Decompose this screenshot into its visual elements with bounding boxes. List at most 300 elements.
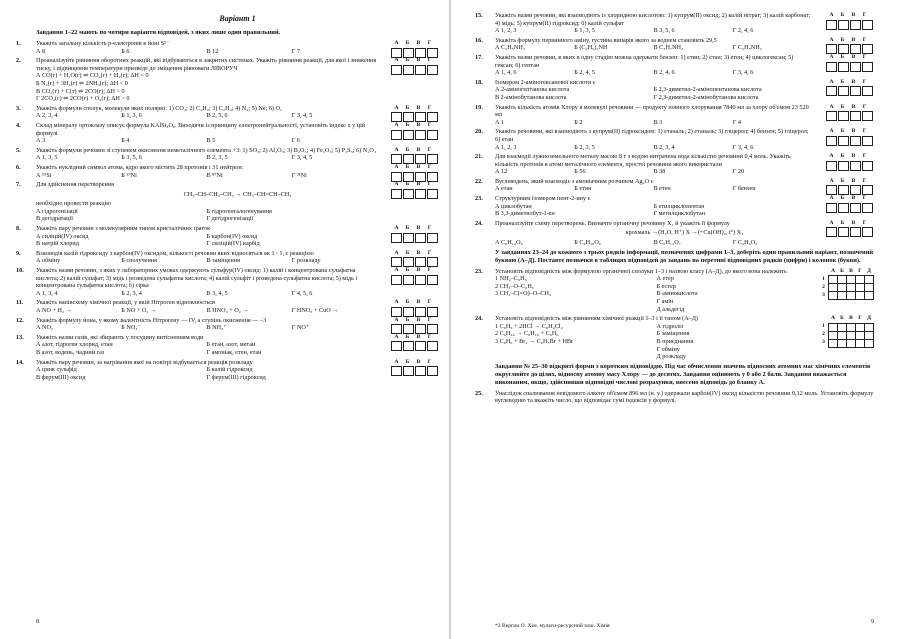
question-number: 22. — [475, 177, 483, 185]
answer-box-row — [826, 111, 874, 121]
question — [16, 249, 439, 265]
answer-checkbox[interactable] — [427, 154, 438, 164]
grid-cell[interactable] — [865, 284, 874, 292]
answer-letter: Б — [405, 358, 410, 365]
question-number: 6. — [16, 163, 21, 171]
answer-letter: В — [416, 249, 421, 256]
grid-cell[interactable] — [865, 331, 874, 339]
instructions: Завдання 1–22 мають по чотири варіанти відповідей, з яких лише один правильний. — [36, 29, 281, 36]
grid-cell[interactable] — [847, 276, 856, 284]
answer-letters — [391, 181, 435, 189]
answer-checkbox[interactable] — [391, 233, 402, 243]
matching-questions — [475, 267, 874, 361]
grid-cell[interactable] — [838, 284, 847, 292]
answer-option: А етан — [495, 185, 513, 193]
answer-letter: Г — [427, 333, 432, 340]
answer-checkbox[interactable] — [862, 161, 873, 171]
answer-checkbox[interactable] — [862, 20, 873, 30]
grid-cell[interactable] — [829, 331, 838, 339]
grid-cell[interactable] — [865, 339, 874, 347]
answer-checkbox[interactable] — [862, 44, 873, 54]
answer-checkbox[interactable] — [862, 203, 873, 213]
answer-checkbox[interactable] — [403, 257, 414, 267]
answer-checkbox[interactable] — [427, 341, 438, 351]
answer-letter: Б — [840, 195, 845, 202]
reaction-scheme: CH₃–CH–CH₂–CH₃ → CH₃–CH=CH–CH₃ — [183, 190, 292, 198]
answer-checkbox[interactable] — [427, 257, 438, 267]
answer-checkbox[interactable] — [826, 161, 837, 171]
grid-cell[interactable] — [838, 339, 847, 347]
answer-option: Б 2 — [574, 118, 583, 126]
answer-checkbox[interactable] — [427, 48, 438, 58]
answer-checkbox[interactable] — [838, 185, 849, 195]
answer-option: А цинк сульфід — [36, 366, 77, 374]
answer-checkbox[interactable] — [826, 86, 837, 96]
answer-option: Г 4, 5, 6 — [291, 289, 313, 297]
answer-letters — [826, 104, 870, 112]
question-number: 17. — [475, 53, 483, 61]
answer-boxes — [826, 12, 874, 30]
answer-checkbox[interactable] — [838, 20, 849, 30]
matching-left-item: 1 NH₂–C₆H₅ — [495, 275, 527, 283]
answer-checkbox[interactable] — [403, 366, 414, 376]
question-text: Укажіть загальну кількість р-електронів в йоні S²⁻ — [36, 40, 170, 47]
question-number: 5. — [16, 146, 21, 154]
answer-letter: Г — [862, 153, 867, 160]
question-number: 14. — [16, 358, 24, 366]
grid-cell[interactable] — [847, 284, 856, 292]
answer-checkbox[interactable] — [838, 44, 849, 54]
matching-right-item: Г обміну — [656, 345, 680, 353]
grid-cell[interactable] — [847, 339, 856, 347]
grid-cell[interactable] — [838, 323, 847, 331]
answer-letters — [826, 195, 870, 203]
answer-options — [36, 341, 439, 356]
answer-options — [36, 154, 439, 162]
answer-letter: Б — [405, 121, 410, 128]
question-text: Укажіть назви речовин, які взаємодіють із хлоридною кислотою: 1) купрум(II) оксид; 2) калій нітрат; 3) калій карбонат; 4) мідь; 5) купрум(II) гідроксид; 6) калій сульфат — [495, 12, 811, 27]
answer-checkbox[interactable] — [391, 65, 402, 75]
answer-letter: В — [416, 267, 421, 274]
answer-checkbox[interactable] — [415, 48, 426, 58]
answer-letter: Б — [405, 181, 410, 188]
answer-boxes — [826, 220, 874, 238]
grid-cell[interactable] — [847, 331, 856, 339]
answer-checkbox[interactable] — [391, 366, 402, 376]
question-text-continued: необхідно провести реакцію — [36, 200, 111, 208]
answer-letter: А — [394, 146, 399, 153]
question — [16, 299, 439, 314]
answer-letter: Г — [862, 53, 867, 60]
answer-letters — [826, 220, 870, 228]
answer-letter: В — [851, 53, 856, 60]
answer-letters — [391, 334, 435, 342]
answer-letter: Б — [405, 225, 410, 232]
answer-letters — [391, 105, 435, 113]
answer-checkbox[interactable] — [427, 65, 438, 75]
answer-option: Г 3, 4, 6 — [732, 143, 754, 151]
answer-checkbox[interactable] — [862, 111, 873, 121]
answer-checkbox[interactable] — [391, 172, 402, 182]
answer-letter: В — [416, 40, 421, 46]
answer-boxes — [826, 128, 874, 146]
answer-checkbox[interactable] — [415, 366, 426, 376]
grid-cell[interactable] — [829, 323, 838, 331]
question-number: 13. — [16, 333, 24, 341]
answer-boxes — [391, 299, 439, 317]
right-questions — [475, 12, 874, 247]
answer-letter: Г — [862, 177, 867, 184]
matching-right-item: Б естер — [656, 282, 676, 290]
answer-boxes — [826, 195, 874, 213]
answer-checkbox[interactable] — [838, 111, 849, 121]
grid-cell[interactable] — [829, 292, 838, 300]
answer-letter: Г — [427, 358, 432, 365]
answer-checkbox[interactable] — [391, 112, 402, 122]
answer-boxes — [391, 147, 439, 165]
answer-checkbox[interactable] — [403, 65, 414, 75]
answer-checkbox[interactable] — [826, 185, 837, 195]
answer-option: Б 56 — [574, 168, 586, 176]
question-number: 20. — [475, 128, 483, 136]
answer-letter: В — [851, 103, 856, 110]
answer-letter: В — [851, 78, 856, 85]
answer-option: Б етан, азот, метан — [206, 341, 256, 349]
grid-cell[interactable] — [829, 276, 838, 284]
answer-checkbox[interactable] — [826, 20, 837, 30]
grid-cell[interactable] — [865, 276, 874, 284]
answer-option: А C₂H₅NH₂ — [495, 44, 526, 52]
answer-checkbox[interactable] — [415, 65, 426, 75]
answer-letter: В — [851, 153, 856, 160]
answer-letter: Б — [840, 12, 845, 18]
answer-box-row — [391, 189, 439, 199]
answer-checkbox[interactable] — [415, 233, 426, 243]
grid-cell[interactable] — [856, 339, 865, 347]
answer-letter: Б — [405, 316, 410, 323]
answer-option: Г HNO₃ + CuO → — [291, 307, 339, 314]
answer-letters — [391, 359, 435, 367]
answer-letter: А — [394, 104, 399, 111]
question-number: 24. — [475, 219, 483, 227]
answer-letter: Г — [862, 195, 867, 202]
answer-option: Б 2,3-диметил-2-амінопентанова кислота — [653, 86, 762, 94]
grid-cell[interactable] — [829, 339, 838, 347]
answer-checkbox[interactable] — [391, 275, 402, 285]
question-text: Для взаємодії лужноземельного металу масою 8 г з водою витрачена вода кількістю речовини 0,4 моль. Укажіть кількість протонів в атомі металічного елемента, простої речовини якого використали — [495, 153, 791, 168]
answer-option: Б 2, 4, 5 — [574, 69, 595, 77]
grid-letter: А — [830, 267, 836, 274]
matching-columns — [495, 323, 874, 361]
answer-checkbox[interactable] — [403, 172, 414, 182]
grid-letter: Д — [867, 267, 871, 274]
grid-cell[interactable] — [865, 323, 874, 331]
question-text: Вуглеводень, який взаємодіє з амоніачним розчином Ag₂O є — [495, 177, 654, 185]
answer-checkbox[interactable] — [391, 257, 402, 267]
answer-checkbox[interactable] — [826, 136, 837, 146]
answer-letters — [391, 299, 435, 307]
grid-cell[interactable] — [838, 292, 847, 300]
answer-checkbox[interactable] — [403, 233, 414, 243]
answer-checkbox[interactable] — [415, 112, 426, 122]
answer-checkbox[interactable] — [403, 341, 414, 351]
answer-checkbox[interactable] — [391, 130, 402, 140]
answer-box-row — [826, 20, 874, 30]
answer-option: А 2, 3, 4 — [36, 112, 58, 120]
grid-letter: В — [849, 315, 853, 322]
matching-right-item: Д розкладу — [656, 353, 686, 361]
matching-columns — [495, 275, 874, 313]
answer-option: В азот, водень, чадний газ — [36, 348, 105, 356]
question-number: 16. — [475, 36, 483, 44]
answer-checkbox[interactable] — [850, 62, 861, 72]
answer-option: В ⁸⁷Ni — [206, 171, 223, 179]
grid-cell[interactable] — [838, 276, 847, 284]
answer-checkbox[interactable] — [415, 189, 426, 199]
answer-checkbox[interactable] — [415, 275, 426, 285]
answer-checkbox[interactable] — [403, 275, 414, 285]
answer-option: В 2, 5, 6 — [206, 112, 228, 120]
answer-box-row — [391, 307, 439, 317]
answer-letter: А — [394, 267, 399, 274]
answer-checkbox[interactable] — [415, 324, 426, 334]
grid-cell[interactable] — [838, 331, 847, 339]
answer-checkbox[interactable] — [826, 111, 837, 121]
answer-checkbox[interactable] — [850, 227, 861, 237]
answer-option: А обміну — [36, 257, 61, 265]
grid-letter: А — [830, 315, 836, 322]
answer-checkbox[interactable] — [403, 154, 414, 164]
answer-letter: В — [851, 195, 856, 202]
answer-options — [36, 72, 439, 102]
answer-checkbox[interactable] — [826, 44, 837, 54]
right-page — [451, 0, 900, 639]
answer-checkbox[interactable] — [403, 189, 414, 199]
answer-letter: Г — [427, 40, 432, 46]
answer-option: Г 2,3-диметил-2-амінобутанова кислота — [653, 93, 759, 101]
answer-letter: Г — [862, 128, 867, 135]
grid-cell[interactable] — [829, 284, 838, 292]
answer-letter: А — [829, 219, 834, 226]
answer-options — [495, 185, 874, 193]
grid-letter: Г — [858, 267, 862, 274]
answer-checkbox[interactable] — [391, 341, 402, 351]
answer-option: Б N₂(г) + 3H₂(г) ⇌ 2NH₃(г); ΔH < 0 — [36, 79, 128, 87]
answer-letter: Г — [862, 78, 867, 85]
answer-option: А ⁵⁹Si — [36, 171, 52, 179]
answer-option: Б 1, 3, 6 — [121, 112, 142, 120]
answer-letter: Б — [405, 249, 410, 256]
answer-checkbox[interactable] — [403, 307, 414, 317]
answer-letter: В — [851, 219, 856, 226]
answer-checkbox[interactable] — [850, 185, 861, 195]
answer-option: Б C₆H₁₀O₆ — [574, 239, 602, 247]
question-text: Укажіть назви газів, які збирають у посудину витісненням води — [36, 333, 204, 341]
question — [475, 195, 874, 218]
answer-option: Б 2, 3, 5 — [574, 143, 595, 151]
answer-option: В етен — [653, 185, 671, 193]
answer-option: Б 1, 3, 5 — [574, 27, 595, 35]
grid-cell[interactable] — [856, 292, 865, 300]
answer-checkbox[interactable] — [850, 44, 861, 54]
question-text: Укажіть пару речовин з молекулярним типом кристалічних ґраток — [36, 225, 211, 233]
answer-checkbox[interactable] — [838, 62, 849, 72]
answer-letters — [826, 79, 870, 87]
answer-checkbox[interactable] — [838, 136, 849, 146]
matching-right-item: Б заміщення — [656, 330, 690, 338]
answer-checkbox[interactable] — [427, 366, 438, 376]
grid-cell[interactable] — [856, 284, 865, 292]
answer-letter: А — [829, 153, 834, 160]
question-text: Укажіть формулу первинного аміну, густина випарів якого за воднем становить 29,5 — [495, 36, 717, 44]
answer-checkbox[interactable] — [415, 154, 426, 164]
answer-letter: Г — [427, 225, 432, 232]
question — [475, 12, 874, 35]
answer-checkbox[interactable] — [862, 62, 873, 72]
answer-option: Г C₆H₆O₅ — [732, 239, 758, 247]
answer-checkbox[interactable] — [427, 189, 438, 199]
question-text: Укажіть нуклідний символ атома, ядро якого містить 28 протонів і 31 нейтрон: — [36, 163, 244, 171]
matching-question — [475, 315, 874, 361]
answer-option: Г ферум(III) гідроксид — [206, 373, 266, 381]
answer-checkbox[interactable] — [427, 307, 438, 317]
answer-option: Б 2, 3, 4 — [121, 289, 142, 297]
answer-letter: Б — [840, 177, 845, 184]
answer-checkbox[interactable] — [427, 275, 438, 285]
question — [16, 163, 439, 179]
answer-checkbox[interactable] — [862, 185, 873, 195]
answer-checkbox[interactable] — [427, 324, 438, 334]
answer-checkbox[interactable] — [427, 233, 438, 243]
answer-checkbox[interactable] — [826, 203, 837, 213]
answer-option: А азот, гідроген хлорид, етан — [36, 341, 113, 349]
answer-checkbox[interactable] — [415, 130, 426, 140]
answer-letter: В — [416, 57, 421, 64]
answer-boxes — [826, 153, 874, 171]
answer-checkbox[interactable] — [862, 136, 873, 146]
answer-option: А гідрогенізації — [36, 207, 78, 215]
answer-checkbox[interactable] — [403, 130, 414, 140]
answer-checkbox[interactable] — [427, 130, 438, 140]
answer-letter: А — [394, 57, 399, 64]
answer-option: В 5 — [206, 137, 216, 145]
answer-checkbox[interactable] — [427, 172, 438, 182]
answer-checkbox[interactable] — [850, 20, 861, 30]
answer-letter: А — [394, 40, 399, 46]
question — [475, 103, 874, 127]
answer-checkbox[interactable] — [850, 86, 861, 96]
answer-checkbox[interactable] — [391, 48, 402, 58]
answer-options — [36, 48, 439, 56]
answer-checkbox[interactable] — [838, 203, 849, 213]
answer-checkbox[interactable] — [403, 112, 414, 122]
question-number: 19. — [475, 103, 483, 111]
question-text: Укажіть кількість атомів Хлору в молекулі речовини — продукту повного хлорування 7840 мл за хлору об'ємом 23 520 мл — [495, 103, 809, 119]
answer-checkbox[interactable] — [415, 307, 426, 317]
answer-option: Б 3, 5, 6 — [121, 154, 142, 162]
matching-left-item: 1 C₆H₆ + 2HCl → C₆H₄Cl₂ — [495, 322, 563, 330]
answer-checkbox[interactable] — [391, 189, 402, 199]
answer-letter: В — [416, 121, 421, 128]
answer-options — [495, 144, 874, 152]
answer-letter: Б — [405, 104, 410, 111]
answer-box-row — [826, 136, 874, 146]
answer-option: В 3, 4, 5 — [206, 289, 228, 297]
grid-cell[interactable] — [847, 323, 856, 331]
answer-option: А 8 — [36, 47, 46, 55]
answer-letters — [391, 250, 435, 258]
answer-letter: Г — [427, 181, 432, 188]
grid-cell[interactable] — [865, 292, 874, 300]
answer-checkbox[interactable] — [850, 161, 861, 171]
answer-box-row — [826, 44, 874, 54]
answer-option: В 2, 3, 5 — [206, 154, 228, 162]
answer-options — [36, 290, 439, 298]
question-text: Структурним ізомером пент-2-ину є — [495, 195, 591, 203]
answer-checkbox[interactable] — [403, 48, 414, 58]
matching-left-item: 3 C₆H₆ + Br₂ → C₆H₅Br + HBr — [495, 337, 574, 345]
answer-letter: А — [829, 195, 834, 202]
answer-option: В 3 — [653, 118, 663, 126]
instructions-open: Завдання № 25–30 відкриті форми з коротким відповіддю. Під час обчислення значень відносних атомних мас хімічних елементів округлюйте до цілих, відносну атомну масу Хлору — до десятих. Завдання оцінюють у 0 або 2 бали. Завдання вважається виконаним, якщо, здійснивши відповідні числові розрахунки, внесено відповідь до бланку А. — [495, 362, 871, 386]
answer-option: А 1 — [495, 118, 505, 126]
answer-checkbox[interactable] — [850, 111, 861, 121]
answer-checkbox[interactable] — [826, 227, 837, 237]
answer-letter: В — [416, 163, 421, 170]
answer-letter: В — [416, 104, 421, 111]
answer-checkbox[interactable] — [838, 86, 849, 96]
question-text: Установіть відповідність між рівнянням хімічної реакції 1–3 і її типом (А–Д) — [495, 315, 699, 323]
matching-right-item: Д альдегід — [656, 305, 685, 313]
answer-checkbox[interactable] — [415, 341, 426, 351]
answer-checkbox[interactable] — [391, 307, 402, 317]
answer-letter: В — [416, 181, 421, 188]
answer-checkbox[interactable] — [391, 154, 402, 164]
question — [16, 104, 439, 120]
answer-checkbox[interactable] — [826, 62, 837, 72]
answer-option: В натрій хлорид — [36, 240, 79, 248]
answer-checkbox[interactable] — [415, 257, 426, 267]
answer-options — [36, 233, 439, 248]
answer-letters — [391, 317, 435, 325]
question-number: 12. — [16, 316, 24, 324]
answer-checkbox[interactable] — [862, 86, 873, 96]
grid-cell[interactable] — [856, 323, 865, 331]
answer-letter: Г — [427, 104, 432, 111]
answer-checkbox[interactable] — [850, 203, 861, 213]
answer-checkbox[interactable] — [850, 136, 861, 146]
grid-row-number: 2 — [822, 331, 825, 338]
grid-cell[interactable] — [856, 331, 865, 339]
answer-option: Г ³¹Ni — [291, 171, 307, 179]
answer-checkbox[interactable] — [403, 324, 414, 334]
answer-checkbox[interactable] — [415, 172, 426, 182]
answer-option: В C₃H₇NH₂ — [653, 44, 684, 52]
question-text: Склад мінералу ортоклазу описує формула KAlSi₃O₈. Виходячи із принципу електронейтральності, установіть індекс x у цій формулі — [36, 121, 366, 137]
answer-checkbox[interactable] — [391, 324, 402, 334]
grid-cell[interactable] — [856, 276, 865, 284]
answer-checkbox[interactable] — [838, 161, 849, 171]
answer-letters — [826, 178, 870, 186]
answer-checkbox[interactable] — [427, 112, 438, 122]
grid-cell[interactable] — [847, 292, 856, 300]
grid-row-number: 3 — [822, 291, 825, 298]
answer-checkbox[interactable] — [838, 227, 849, 237]
answer-checkbox[interactable] — [862, 227, 873, 237]
question — [16, 121, 439, 145]
answer-letter: А — [394, 225, 399, 232]
matching-right-column — [657, 323, 813, 361]
